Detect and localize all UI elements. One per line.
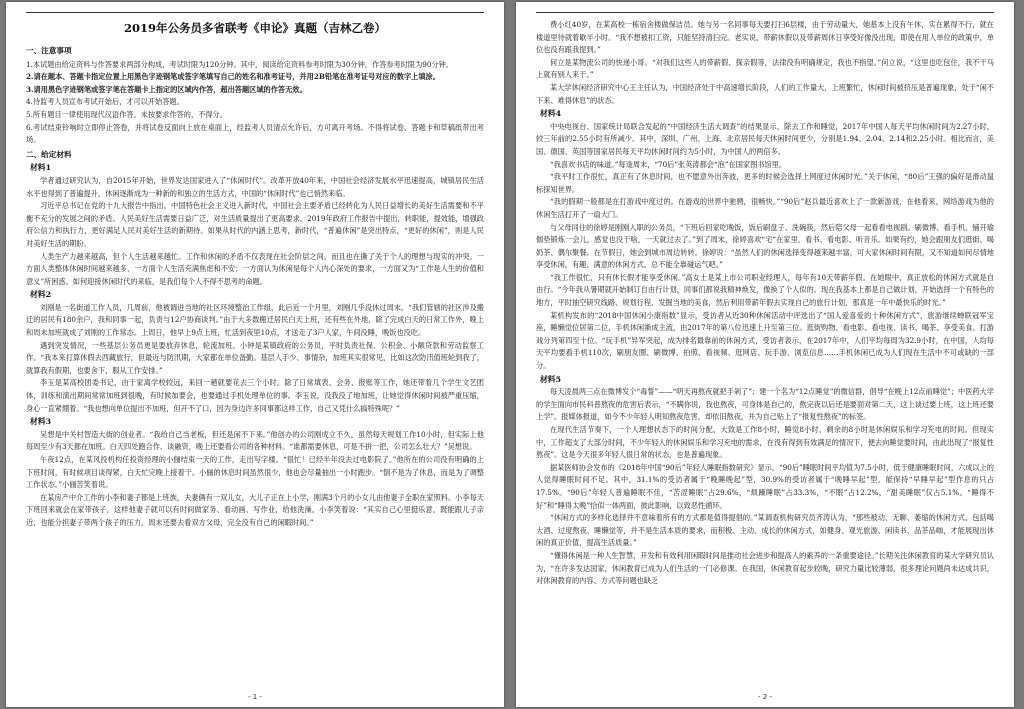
- material-4-paragraph: 与父母同住的徐婷是刚刚入职的公务员，“下班后回家吃晚饭，饭后刷盘子、洗碗筷，然后陪父母一起看看电视剧。刷微博、看手机、铺开瑜伽垫锻炼一会儿，感觉也没干啥，一天就过去了。”到了周末，徐婷喜欢“宅”在家里，看书、看电影、听音乐。如果有约，她会跟朋友们逛街、喝奶茶、偶尔聚餐。在节假日，她会到城市周边转转。徐婷说：“虽然人们的休闲选择变得越来越丰富，可大家休闲时间有限，又不知道如何尽情地享受休闲，有趣、满意的休闲方式，总不能全靠碰运气吧。”: [536, 222, 994, 270]
- note-1: 1.本试题由给定资料与作答要求两部分构成，考试时限为120分钟。其中，阅读给定资料参考时限为30分钟，作答参考时限为90分钟。: [26, 59, 453, 69]
- page-2-content: [536, 12, 994, 685]
- page-number: - 1 -: [248, 693, 262, 701]
- material-1-paragraph: 人类生产力越来越高，但个人生活越来越忙。工作和休闲的矛盾不仅表现在社会阶层之间，而且也在撕了关于个人的理想与现实的冲突。一方面人类整体休闲时间越来越多，一方面个人生活充满焦虑和不安；一方面认为休闲是每个人内心深处的要求，一方面又为“工作是人生的价值和意义”所困惑。如何迎接休闲时代的来临，是我们每个人不得不思考的命题。: [26, 251, 484, 286]
- material-4-paragraph: “我的假期一般都是在打游戏中度过的。在游戏的世界中驰骋，很畅快。”“90后”赵兵最近喜欢上了一款新游戏，在他看来，网络游戏为他的休闲生活打开了一扇大门。: [536, 197, 994, 219]
- document-page-2: [516, 2, 1014, 707]
- material-5-paragraph: “休闲方式的多样化选择并不意味着所有的方式都是值得提倡的。”某调查机构研究员齐涛认为，“那些被动、无聊、萎缩的休闲方式，包括喝大酒、过度熬夜、睡懒觉等，并不是生活本质的要求，而积极、主动、成长的休闲方式，如健身、观光旅游、闲读书、品茶品咖，才能展现出休闲的真正价值，提高生活质量。”: [536, 513, 994, 548]
- material-3-paragraph: 费小红40岁，在某高校一栋宿舍楼做保洁员。她与另一名同事每天要打扫6层楼，由于劳动量大，她基本上没有午休，实在累得不行，就在楼道里待就着歇半小时。“我不想被扣工资，只能坚持清扫完。老实说，带薪休假以及带薪周休日享受好像没出现，即使在用人单位的政策中，单位也没有跟我提到。”: [536, 20, 994, 55]
- note-5: 5.所有题目一律使用现代汉语作答。未按要求作答的，不得分。: [26, 109, 227, 119]
- note-3: 3.请用黑色字迹钢笔或签字笔在答题卡上指定的区域内作答，超出答题区域的作答无效。: [26, 84, 307, 94]
- material-5-paragraph: 每天凌晨两三点在微博发个“毒誓”——“明天再熬夜就把手剁了”；建一个名为“12点睡觉”的微信群，倡导“在晚上12点前睡觉”；中医药大学的学生面向市民科普熬夜的危害后表示，“不瞒你说，我也熬夜，可身体是自己的，熬完夜以后还是要面对第二天，这上谈过要上班，这上班还要上学”。报媒体报道，如今不少年轻人明知熬夜危害，却依旧熬夜，并为自己贴上了“报复性熬夜”的标签。: [536, 387, 994, 422]
- material-1-heading: 材料1: [30, 163, 52, 173]
- material-4-paragraph: “我工作很忙，只有休长假才能享受休闲。”高女士是某上市公司职业经理人，每年有10天带薪年假。在她眼中，真正放松的休闲方式就是自由行。“今年我从暑期就开始制订自由行计划，同事们都说我精神焕发，像换了个人似的。现在我基本上都是自己做计划，开始选择一个有特色的地方，平时抽空研究线路、规划行程、发掘当地的美食，然后利用带薪年假去实现自己的旅行计划，那真是一年中最快乐的时光。”: [536, 272, 994, 308]
- material-4-heading: 材料4: [540, 109, 562, 119]
- material-4-paragraph: 某机构发布的“2018中国休闲小康指数”显示，受访者从近30种休闲活动中评选出了“国人爱喜爱的十种休闲方式”，旅游继续蝉联冠军宝座，睡懒觉位居第二位，手机休闲渐成主流，由2017年的第八位迅速上升至第三位。逛街购物、看电影、看电视、读书、喝茶、享受美食、打游戏分列第四至十位。“玩手机”异军突起，成为排名最靠前的休闲方式，受访者表示，在2017年中，人们平均每周为32.9小时，在中国，人均每天平均要看手机110次，刷朋友圈、刷微博、拍照、看视频、逛网店、玩手游、浏览信息……手机休闲已成为人们现在生活中不可或缺的一部分。: [536, 310, 994, 371]
- material-4-paragraph: “我喜欢书店的味道。”每逢周末，“70后”张英涛都会“泡”在国家图书馆里。: [550, 159, 787, 169]
- material-4-paragraph: 中央电视台、国家统计局联合发起的“中国经济生活大调查”的结果显示，除去工作和睡觉，2017年中国人每天平均休闲时间为2.27小时，较三年前的2.55小时有所减少。其中，深圳、广州、上海、北京居民每天休闲时间更少，分别是1.94、2.04、2.14和2.25小时。相比而言，美国、德国、英国等国家居民每天平均休闲时间约为5小时，为中国人的两倍多。: [536, 121, 994, 156]
- material-1-paragraph: 习近平总书记在党的十九大报告中指出，中国特色社会主义进入新时代，中国社会主要矛盾已经转化为人民日益增长的美好生活需要和不平衡不充分的发展之间的矛盾。人民美好生活需要日益广泛，对生活质量提出了更高要求。2019年政府工作报告中提出，转职能，提效能，增强政府公信力和执行力，更好满足人民对美好生活的新期待。如果从时代的内涵上思考，新时代，“普遍休闲”是突出特点，“更好的休闲”，则是人民对美好生活的期盼。: [26, 201, 484, 248]
- material-1-paragraph: 学者通过研究认为，自2015年开始，世界发达国家进入了“休闲时代”。改革开放40年来，中国社会经济发展水平迅速提高，城镇居民生活水平也得到了普遍提升，休闲逐渐成为一种新的和独立的生活方式，中国的“休闲时代”也已悄然来临。: [26, 175, 484, 198]
- material-2-heading: 材料2: [30, 290, 52, 300]
- material-5-paragraph: 据某医师协会发布的《2018年中国“90后”年轻人睡眠指数研究》显示，“90后”睡眠时间平均值为7.5小时，低于健康睡眠时间，六成以上的人觉得睡眠时间不足。其中，31.1%的受访者属于“晚睡晚起”型，30.9%的受访者属于“晚睡早起”型，能保持“早睡早起”型作息的只占17.5%。“90后”年轻人普遍睡眠不佳，“苦涩睡眠”占29.6%，“烦躁睡眠”占33.3%，“不眠”占12.2%，“甜美睡眠”仅占5.1%。“睡得不好”和“睡得太晚”恰似一体两面，彼此影响，以致恶性循环。: [536, 462, 994, 510]
- material-3-paragraph: 午夜12点，在某风投机构任投资经理的小俪结束一天的工作，走出写字楼。“很忙！已经半年没去过电影院了。”他所在的公司没有明确的上下班时间，有时候项目谈得紧，白天忙完晚上接着干。小俪的休息时间虽然很少，他也会尽量抽出一小时跑步。“倒不是为了休息，而是为了调整工作状态。”小俪苦笑着说。: [26, 455, 484, 490]
- material-4-paragraph: “我平时工作很忙，真正有了休息时间，也不愿意外出奔波，更多的时候会选择上网度过休闲时光。”关于休闲，“80后”王强的偏好是滑动鼠标探知世界。: [536, 172, 994, 194]
- section-heading-notes: 一、注意事项: [26, 46, 72, 55]
- material-2-paragraph: 李玉是某高校团委书记，由于家离学校较远，来回一趟就要花去三个小时。除了日常填表、会务、报账等工作，她还带着几个学生文艺团体，训练和演出期间常常加班到很晚，有时候加要会，也要通过手机处理单位的事。李玉说，没我没了地加班，让她觉得休闲时间被严重压缩，身心一直紧绷着。“我也想向单位提出不加班，但开不了口，因为身边许多同事都这样工作，自己又凭什么搞特殊呢？”: [26, 378, 484, 413]
- page-number: - 2 -: [758, 693, 772, 701]
- material-3-paragraph: 何立是某物流公司的快递小哥。“对我们这些人的带薪假、探亲假等，法律没有明确规定，我也不指望。”何立说，“这里也吃包住，我不干马上就有别人来干。”: [536, 57, 994, 80]
- note-6: 6.考试结束铃响时立即停止答卷，并将试卷反面向上放在桌面上，经监考人员清点允许后，方可离开考场。不得将试卷、答题卡和草稿纸带出考场。: [26, 122, 484, 145]
- page-1-content: [26, 12, 484, 685]
- material-3-heading: 材料3: [30, 417, 52, 427]
- note-4: 4.待监考人员宣布考试开始后，才可以开始答题。: [26, 97, 184, 107]
- material-5-heading: 材料5: [540, 374, 562, 384]
- note-2: 2.请在题本、答题卡指定位置上用黑色字迹钢笔或签字笔填写自己的姓名和准考证号，并用2B铅笔在准考证号对应的数字上填涂。: [26, 72, 440, 82]
- header-rule: [26, 12, 484, 13]
- document-title: 2019年公务员多省联考《申论》真题（吉林乙卷）: [123, 21, 386, 35]
- material-3-paragraph: 在某房产中介工作的小李和妻子都是上班族，夫妻俩有一双儿女，大儿子正在上小学，刚满3个月的小女儿由他妻子全职在家照料。小李每天下班回来就会在家带孩子，这样他妻子就可以有时间做家务、看动画、写作业，给他洗澡。小李笑着说：“其实自己心里挺乐意，既能跟儿子亲近，也能分担妻子带两个孩子的压力，周末还要去看双方父母，完全没有自己的闲暇时间。”: [26, 492, 484, 527]
- material-2-paragraph: 遇到突发情况，一些基层公务员更是要放弃休息，轮流加班。小钟是某镇政府的公务员，平时负责社保、公积金、小额贷款和劳动监察工作。“我本来打算休假去西藏旅行，但最近与防汛期，大家都在单位备勤。基层人手少、事情杂，加班其实很常见，比如这次防汛值班轮到我了，就算我有假期，也要舍下，服从工作安排。”: [26, 340, 484, 375]
- document-page-1: [6, 2, 504, 707]
- material-5-paragraph: “懂得休闲是一种人生智慧，开发和有效利用闲暇时间是推动社会进步和提高人的素养的一条重要途径。”长期关注休闲教育的某大学研究员认为，“在许多发达国家，休闲教育已成为人们生活的一门必修课。在我国，休闲教育起步较晚，研究力量比较薄弱，很多理论问题尚未达成共识，对休闲教育的内容、方式等问题也缺乏: [536, 550, 994, 586]
- header-rule: [536, 12, 994, 13]
- material-3-paragraph: 吴想是中关村智造大街的创业者。“我给自己当老板，但还是闲不下来。”他创办的公司刚成立不久，虽然每天规划工作10小时，但实际上他每周至少有3天都在加班。白天四处跑合作、谈融资，晚上还要看公司的各种材料。“谁都需要休息，可是不拼一把，公司怎么壮大？”吴想说。: [26, 429, 484, 452]
- material-2-paragraph: 刘刚是一名街道工作人员，几周前，他被调进当地的社区环境整治工作组，此后近一个月里，刘刚几乎没休过周末。“我们管辖的社区涉及搬迁的居民有180余户，我和同事一起，负责与12户协商谈判。”由于大多数搬迁居民白天上班，还有些在外地，除了完成白天的日常工作外，晚上和周末加班就成了刘刚的工作常态。上周日，他早上9点上班，忙活到夜里10点，才送走了3户人家，午间没睡，晚饭也没吃。: [26, 302, 484, 338]
- section-heading-materials: 二、给定材料: [26, 149, 72, 159]
- material-5-paragraph: 在现代生活节奏下，一个人理想状态下的时间分配，大致是工作8小时，睡觉8小时，剩余的8小时是休闲娱乐和学习充电的时间。但现实中，工作超支了大部分时间，不少年轻人的休闲娱乐和学习充电的需求，在没有得到有效满足的情况下，便去向睡觉要时间，由此出现了“报复性熬夜”。这是今天很多年轻人很日常的状态，也是普遍现象。: [536, 425, 994, 460]
- material-3-paragraph: 某大学休闲经济研究中心王主任认为，中国经济处于中高速增长阶段，人们的工作量大，上班繁忙，休闲时间被挤压是普遍现象，处于“闲不下来、难得休息”的状态。: [536, 82, 994, 105]
